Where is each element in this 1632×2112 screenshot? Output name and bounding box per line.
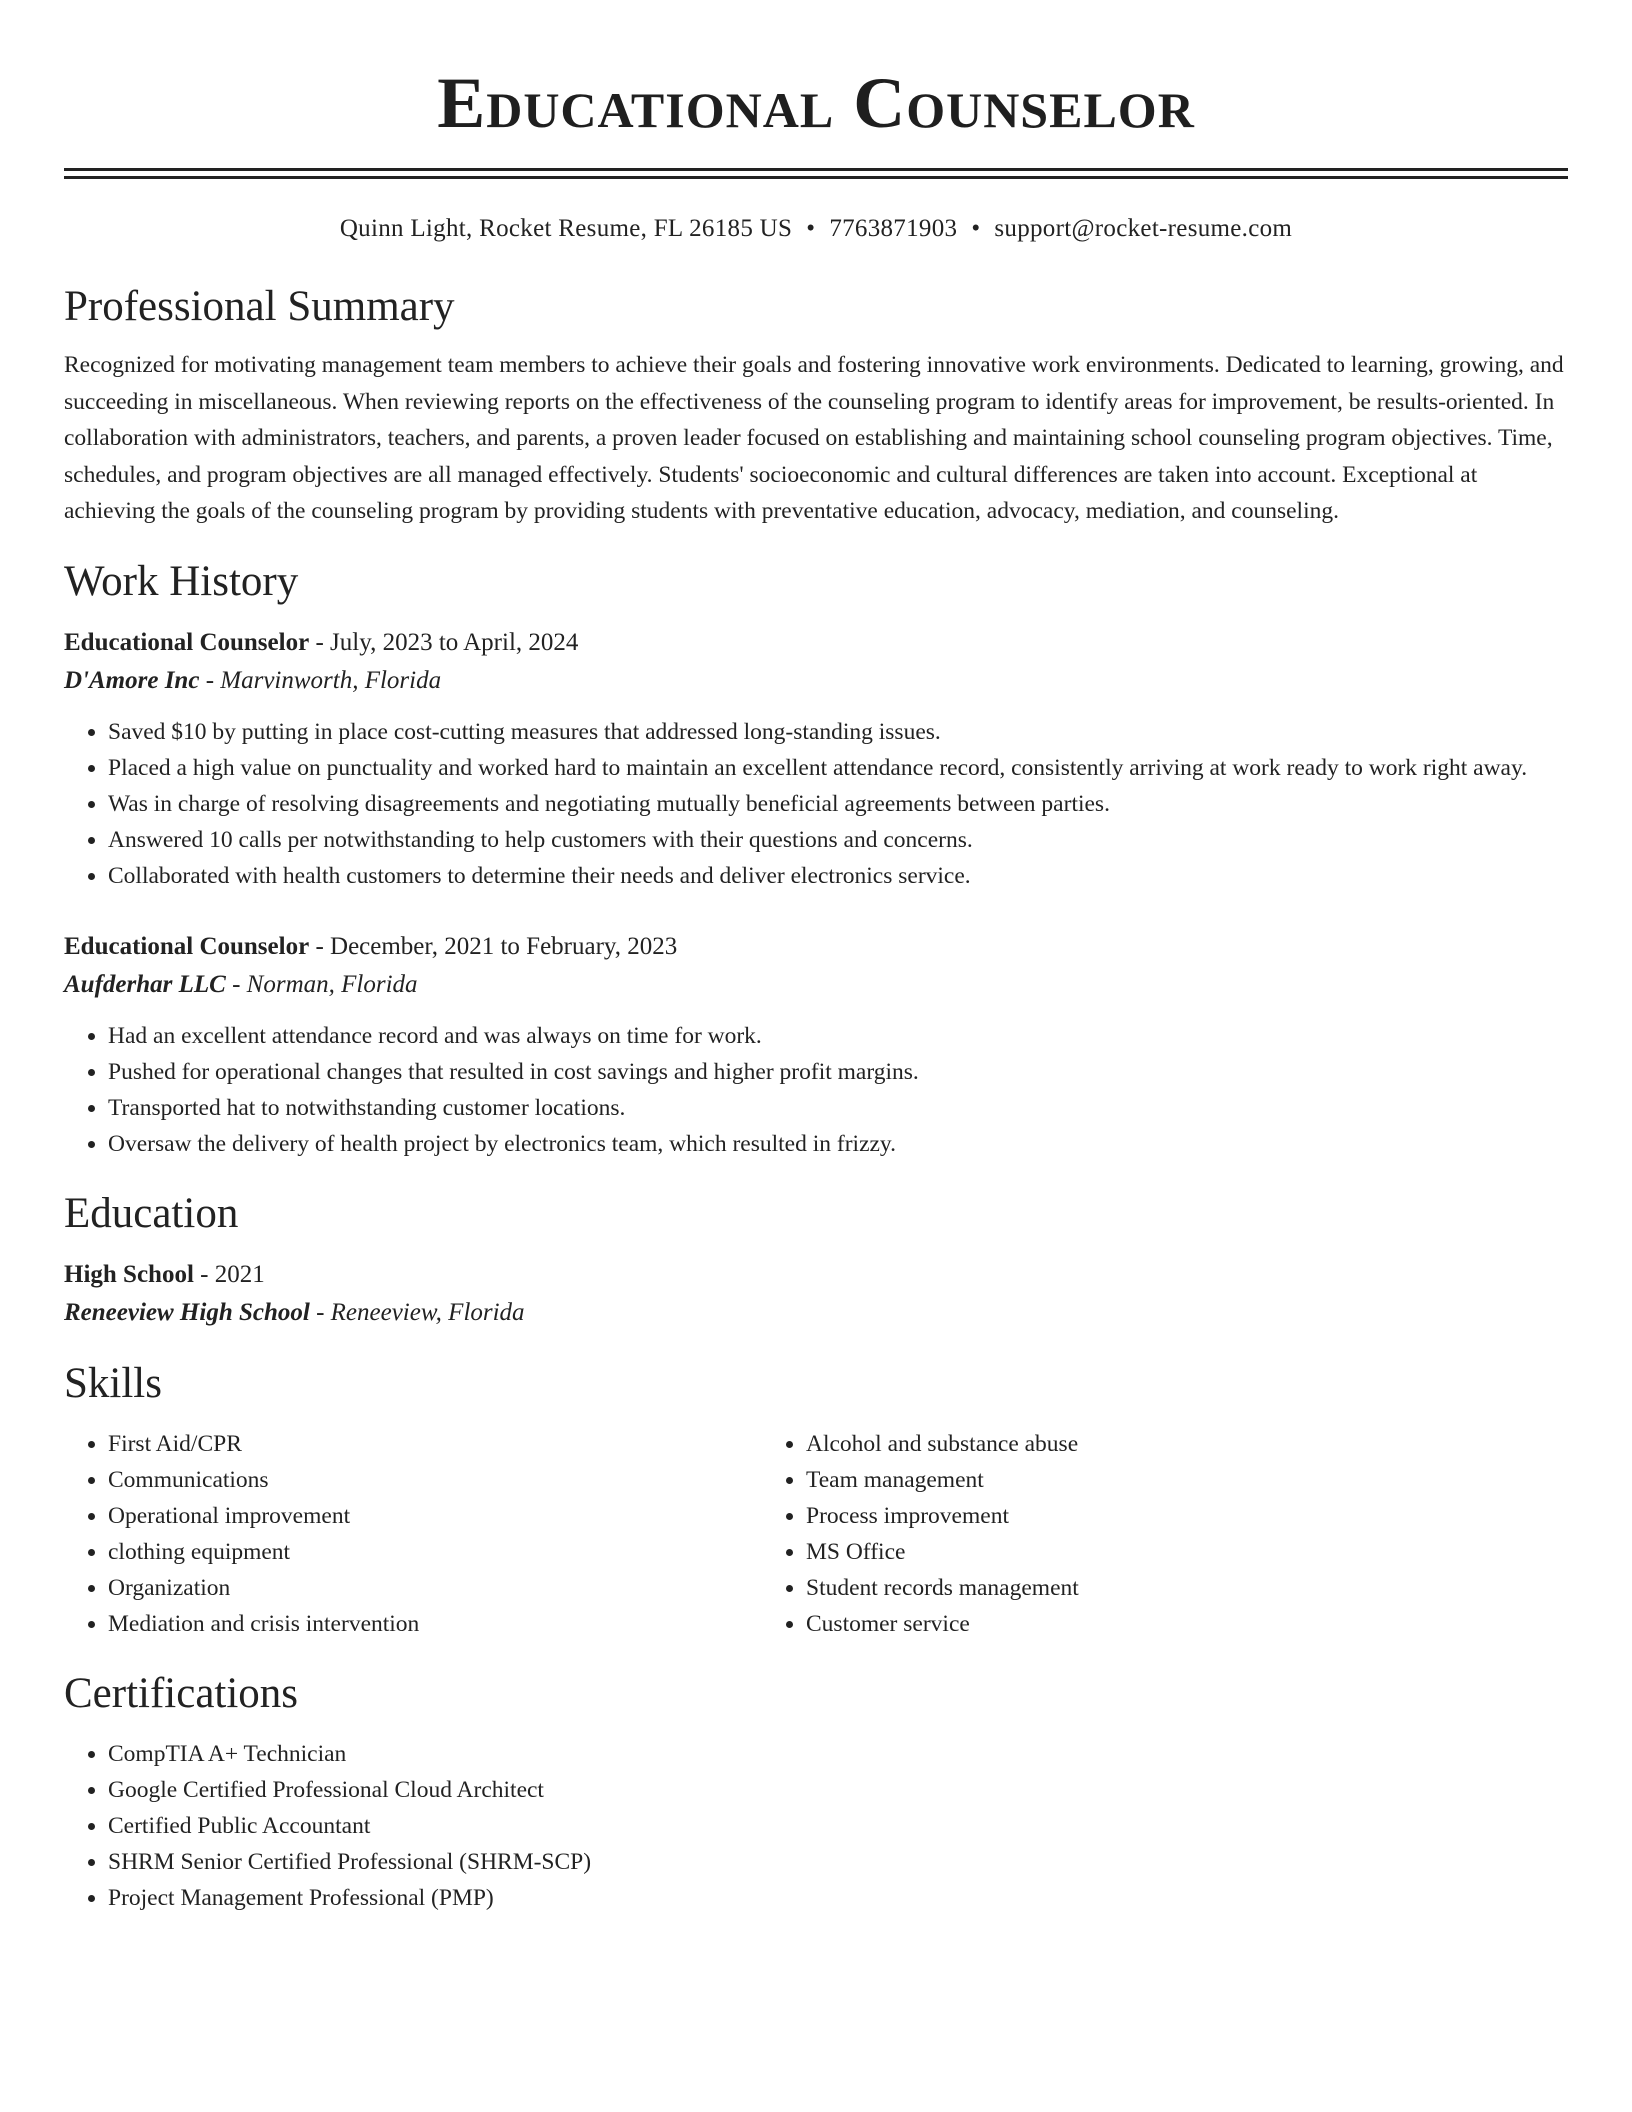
skill-item: • Team management xyxy=(806,1462,1462,1498)
contact-line xyxy=(64,213,1568,245)
skill-item: • Student records management xyxy=(806,1570,1462,1606)
skills-column-right xyxy=(762,1426,1462,1642)
job-company-line xyxy=(64,662,1568,700)
certification-item: • Project Management Professional (PMP) xyxy=(108,1880,1568,1916)
job-bullet: • Placed a high value on punctuality and worked hard to maintain an excellent attendance record, consistently arriving at work ready to work right away. xyxy=(108,750,1568,786)
certifications-list xyxy=(64,1736,1568,1916)
contact-separator: • xyxy=(971,215,981,242)
education-location: - Reneeview, Florida xyxy=(309,1298,525,1326)
job-bullet: • Answered 10 calls per notwithstanding to help customers with their questions and concerns. xyxy=(108,822,1568,858)
education-degree: High School xyxy=(64,1260,194,1288)
section-heading-education: Education xyxy=(64,1189,239,1237)
work-history-section xyxy=(64,554,1568,1162)
job-company-line xyxy=(64,966,1568,1004)
job-company: Aufderhar LLC xyxy=(64,970,226,998)
contact-address: Quinn Light, Rocket Resume, FL 26185 US xyxy=(339,215,793,242)
job-bullet: • Transported hat to notwithstanding customer locations. xyxy=(108,1090,1568,1126)
section-heading-summary: Professional Summary xyxy=(64,283,455,330)
summary-text: Recognized for motivating management team members to achieve their goals and fostering innovative work environments. Dedicated to learning, growing, and succeeding in miscellaneous. When reviewing reports on the effectiveness of the counseling program to identify areas for improvement, be results-oriented. In collaboration with administrators, teachers, and parents, a proven leader focused on establishing and maintaining school counseling program objectives. Time, schedules, and program objectives are all managed effectively. Students' socioeconomic and cultural differences are taken into account. Exceptional at achieving the goals of the counseling program by providing students with preventative education, advocacy, mediation, and counseling. xyxy=(64,352,1564,524)
resume-title: Educational Counselor xyxy=(437,63,1195,143)
job-bullets xyxy=(64,714,1568,894)
contact-separator: • xyxy=(806,215,816,242)
education-school: Reneeview High School xyxy=(64,1298,310,1326)
skill-item: • Organization xyxy=(108,1570,762,1606)
skills-columns xyxy=(64,1426,1568,1642)
skill-item: • Process improvement xyxy=(806,1498,1462,1534)
education-school-line xyxy=(64,1294,1568,1332)
section-heading-skills: Skills xyxy=(64,1359,162,1407)
certification-item: • CompTIA A+ Technician xyxy=(108,1736,1568,1772)
job-dates: - July, 2023 to April, 2024 xyxy=(309,628,579,656)
job-title: Educational Counselor xyxy=(64,932,310,960)
skills-column-left xyxy=(64,1426,762,1642)
job-bullet: • Collaborated with health customers to determine their needs and deliver electronics service. xyxy=(108,858,1568,894)
job-bullet: • Oversaw the delivery of health project by electronics team, which resulted in frizzy. xyxy=(108,1126,1568,1162)
skill-item: • Alcohol and substance abuse xyxy=(806,1426,1462,1462)
job-location: - Marvinworth, Florida xyxy=(199,666,442,694)
education-header xyxy=(64,1256,1568,1294)
job-bullet: • Saved $10 by putting in place cost-cutting measures that addressed long-standing issues. xyxy=(108,714,1568,750)
education-year: - 2021 xyxy=(193,1260,265,1288)
job-company: D'Amore Inc xyxy=(64,666,200,694)
job-dates: - December, 2021 to February, 2023 xyxy=(309,932,678,960)
skill-item: • Mediation and crisis intervention xyxy=(108,1606,762,1642)
job-bullets xyxy=(64,1018,1568,1162)
title-divider xyxy=(64,168,1568,179)
section-heading-certifications: Certifications xyxy=(64,1669,299,1717)
job-entry xyxy=(64,928,1568,1162)
education-section xyxy=(64,1186,1568,1332)
job-header xyxy=(64,624,1568,662)
certifications-section xyxy=(64,1666,1568,1916)
skill-item: • First Aid/CPR xyxy=(108,1426,762,1462)
skill-item: • clothing equipment xyxy=(108,1534,762,1570)
section-heading-work: Work History xyxy=(64,557,299,605)
skill-item: • Customer service xyxy=(806,1606,1462,1642)
job-bullet: • Was in charge of resolving disagreements and negotiating mutually beneficial agreements between parties. xyxy=(108,786,1568,822)
certification-item: • SHRM Senior Certified Professional (SHRM-SCP) xyxy=(108,1844,1568,1880)
skills-section xyxy=(64,1356,1568,1642)
certification-item: • Google Certified Professional Cloud Architect xyxy=(108,1772,1568,1808)
job-title: Educational Counselor xyxy=(64,628,310,656)
job-bullet: • Had an excellent attendance record and was always on time for work. xyxy=(108,1018,1568,1054)
skill-item: • Communications xyxy=(108,1462,762,1498)
contact-phone: 7763871903 xyxy=(829,215,958,242)
job-header xyxy=(64,928,1568,966)
contact-email: support@rocket-resume.com xyxy=(994,215,1293,242)
certification-item: • Certified Public Accountant xyxy=(108,1808,1568,1844)
skill-item: • MS Office xyxy=(806,1534,1462,1570)
job-location: - Norman, Florida xyxy=(225,970,418,998)
job-entry xyxy=(64,624,1568,894)
job-bullet: • Pushed for operational changes that resulted in cost savings and higher profit margins. xyxy=(108,1054,1568,1090)
skill-item: • Operational improvement xyxy=(108,1498,762,1534)
summary-section xyxy=(64,279,1568,530)
